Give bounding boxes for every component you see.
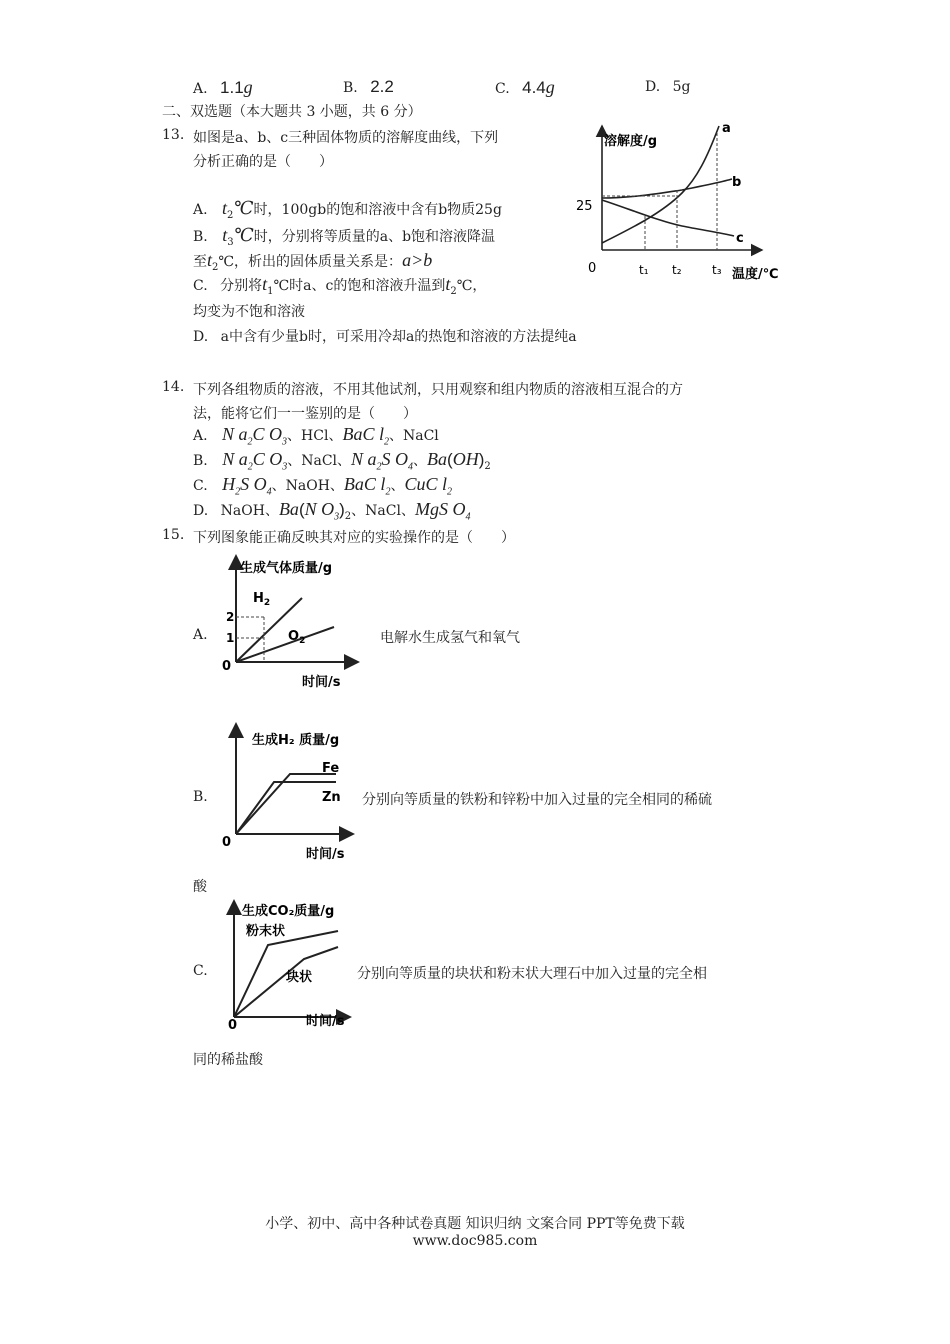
separator: 、 xyxy=(413,453,428,469)
graph-origin: 0 xyxy=(588,261,597,276)
footer-url: www.doc985.com xyxy=(412,1233,538,1249)
formula: NaOH xyxy=(220,503,265,519)
separator: 、 xyxy=(287,428,302,444)
graph-xlabel: 时间/s xyxy=(306,1014,345,1029)
option-label: C. xyxy=(495,81,510,97)
degree-symbol: ℃ xyxy=(233,225,254,245)
separator: 、 xyxy=(388,428,403,444)
q13-stem-1: 如图是a、b、c三种固体物质的溶解度曲线，下列 xyxy=(193,130,499,146)
temp-subscript: 2 xyxy=(227,209,234,221)
separator: 、 xyxy=(351,503,366,519)
marble-acid-graph xyxy=(218,895,358,1035)
q13-option-b xyxy=(193,225,495,248)
option-unit: g xyxy=(545,77,555,97)
option-label: A. xyxy=(193,81,208,97)
option-value: 1.1 xyxy=(220,78,244,97)
temp-symbol: t xyxy=(207,250,213,270)
h2-label: $H_2$ xyxy=(253,591,271,608)
graph-ytick: 1 xyxy=(226,631,235,645)
block-label: 块状 xyxy=(286,970,313,985)
graph-ylabel: 生成H₂ 质量/g xyxy=(252,733,340,748)
graph-ylabel: 溶解度/g xyxy=(604,134,658,149)
powder-label: 粉末状 xyxy=(246,924,286,939)
graph-ytick: 2 xyxy=(226,610,235,624)
graph-origin: 0 xyxy=(228,1018,238,1033)
metal-acid-graph xyxy=(218,718,360,864)
q14-stem-1: 下列各组物质的溶液，不用其他试剂，只用观察和组内物质的溶液相互混合的方 xyxy=(193,382,683,398)
degree-symbol: ℃ xyxy=(233,198,254,218)
option-label: A. xyxy=(193,428,208,444)
formula: NaCl xyxy=(365,503,401,519)
temp-subscript: 2 xyxy=(450,285,457,297)
formula: NaCl xyxy=(301,453,338,469)
temp-symbol: t xyxy=(222,198,228,218)
graph-xtick: t₂ xyxy=(672,263,682,277)
q13-option-c xyxy=(193,274,486,297)
option-value: 4.4 xyxy=(522,78,546,97)
q14-option-a: A. N $a_2C$ $O_3$、HCl、BaC $l_2$、NaCl xyxy=(193,424,439,448)
graph-ylabel: 生成气体质量/g xyxy=(240,561,333,576)
graph-xlabel: 温度/℃ xyxy=(732,267,779,282)
q15-option-c-text: 分别向等质量的块状和粉末状大理石中加入过量的完全相 xyxy=(357,966,707,982)
separator: 、 xyxy=(264,503,279,519)
option-label: B. xyxy=(193,229,208,245)
option-unit: g xyxy=(243,77,253,97)
formula: NaCl xyxy=(402,428,439,444)
q13-number: 13. xyxy=(162,127,185,143)
curve-label-c: c xyxy=(736,231,744,246)
q15-stem: 下列图象能正确反映其对应的实验操作的是（ ） xyxy=(193,530,515,546)
electrolysis-graph xyxy=(218,550,376,696)
q15-option-c-text-2: 同的稀盐酸 xyxy=(193,1052,263,1068)
graph-origin: 0 xyxy=(222,659,232,674)
q15-option-c-label: C. xyxy=(193,963,208,979)
separator: 、 xyxy=(390,478,405,494)
graph-ytick: 25 xyxy=(576,199,593,214)
section-title: 二、双选题（本大题共 3 小题，共 6 分） xyxy=(162,104,422,120)
fe-label: Fe xyxy=(322,761,340,776)
temp-subscript: 2 xyxy=(212,261,219,273)
option-text: 分别将 xyxy=(220,278,263,294)
q15-option-a-text: 电解水生成氢气和氧气 xyxy=(380,630,520,646)
option-value: 2.2 xyxy=(370,77,394,96)
q15-option-b-text-2: 酸 xyxy=(193,879,207,895)
option-text: a中含有少量b时，可采用冷却a的热饱和溶液的方法提纯a xyxy=(220,329,577,345)
o2-label: $O_2$ xyxy=(288,629,306,646)
option-text: 至 xyxy=(193,254,207,270)
option-label: D. xyxy=(193,329,209,345)
option-label: A. xyxy=(193,202,208,218)
temp-symbol: t xyxy=(222,225,228,245)
q13-option-c-line2: 均变为不饱和溶液 xyxy=(193,304,305,320)
separator: 、 xyxy=(337,453,352,469)
option-label: C. xyxy=(193,478,208,494)
separator: 、 xyxy=(328,428,343,444)
option-value: 5g xyxy=(672,79,691,95)
separator: 、 xyxy=(329,478,344,494)
separator: 、 xyxy=(287,453,302,469)
option-label: D. xyxy=(193,503,209,519)
option-text: 时，分别将等质量的a、b饱和溶液降温 xyxy=(253,229,496,245)
relation: a>b xyxy=(402,250,433,270)
q13-option-b-line2 xyxy=(193,250,432,273)
q14-option-d: D. NaOH、Ba(N $O_3)_2$、NaCl、MgS $O_4$ xyxy=(193,499,471,523)
graph-xtick: t₁ xyxy=(639,263,649,277)
solubility-graph xyxy=(572,118,794,288)
temp-symbol: t xyxy=(262,274,268,294)
q12-option-c xyxy=(495,77,555,98)
graph-xtick: t₃ xyxy=(712,263,722,277)
curve-label-b: b xyxy=(732,175,742,190)
graph-xlabel: 时间/s xyxy=(302,675,341,690)
option-label: D. xyxy=(645,79,661,95)
q15-option-b-text: 分别向等质量的铁粉和锌粉中加入过量的完全相同的稀硫 xyxy=(362,792,712,808)
q12-option-a xyxy=(193,77,253,98)
footer-line-1: 小学、初中、高中各种试卷真题 知识归纳 文案合同 PPT等免费下载 xyxy=(265,1216,685,1232)
option-label: B. xyxy=(193,453,208,469)
graph-xlabel: 时间/s xyxy=(306,847,345,862)
q13-option-a xyxy=(193,198,502,221)
option-text: 时，100gb的饱和溶液中含有b物质25g xyxy=(253,202,502,218)
graph-origin: 0 xyxy=(222,835,232,850)
q13-stem-2: 分析正确的是（ ） xyxy=(193,154,333,170)
q12-option-b xyxy=(343,77,394,97)
option-label: B. xyxy=(343,80,358,96)
formula: HCl xyxy=(301,428,329,444)
q14-option-b: B. N $a_2C$ $O_3$、NaCl、N $a_2S$ $O_4$、$Ba(OH)_2$ xyxy=(193,449,491,473)
option-label: C. xyxy=(193,278,208,294)
q14-stem-2: 法，能将它们一一鉴别的是（ ） xyxy=(193,406,417,422)
zn-label: Zn xyxy=(322,790,341,805)
q14-number: 14. xyxy=(162,379,185,395)
graph-ylabel: 生成CO₂质量/g xyxy=(242,904,335,919)
curve-label-a: a xyxy=(722,121,731,136)
q15-option-a-label: A. xyxy=(193,627,208,643)
q13-option-d xyxy=(193,326,577,346)
q14-option-c: C. $H_2S$ $O_4$、NaOH、BaC $l_2$、CuC $l_2$ xyxy=(193,474,452,498)
option-text: ℃， xyxy=(456,278,487,294)
separator: 、 xyxy=(271,478,286,494)
q15-option-b-label: B. xyxy=(193,789,208,805)
q15-number: 15. xyxy=(162,527,185,543)
option-text: ℃时a、c的饱和溶液升温到 xyxy=(273,278,446,294)
temp-subscript: 1 xyxy=(267,285,274,297)
temp-symbol: t xyxy=(445,274,451,294)
temp-subscript: 3 xyxy=(227,236,234,248)
separator: 、 xyxy=(400,503,415,519)
q12-option-d xyxy=(645,79,691,95)
option-text: ℃，析出的固体质量关系是： xyxy=(218,254,403,270)
formula: NaOH xyxy=(285,478,330,494)
